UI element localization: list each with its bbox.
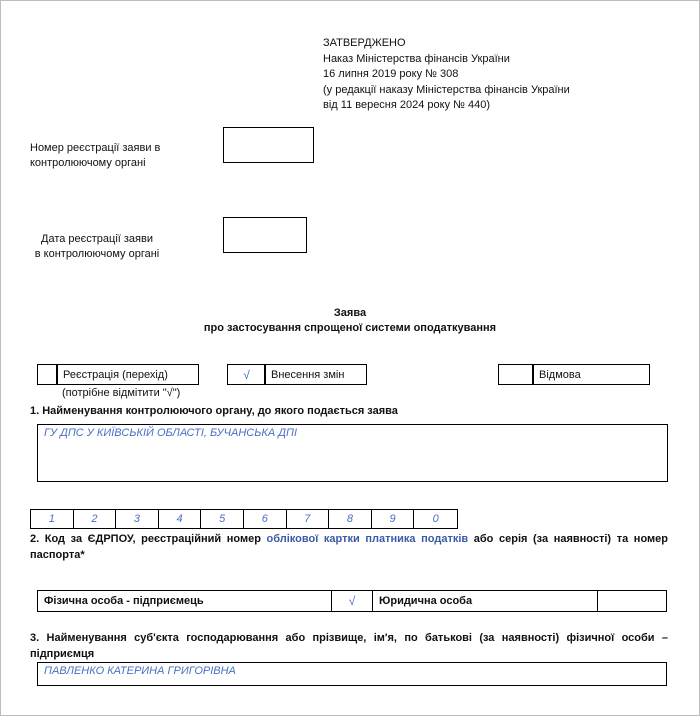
section2-heading-part1: 2. Код за ЄДРПОУ, реєстраційний номер (30, 533, 267, 545)
code-digit[interactable]: 2 (74, 510, 117, 528)
section1-value: ГУ ДПС У КИЇВСЬКІЙ ОБЛАСТІ, БУЧАНСЬКА ДПІ (44, 427, 298, 439)
section2-heading-part2: або серія (за наявності) та номер паспорта* (30, 533, 668, 561)
registration-date-label-line1: Дата реєстрації заяви (41, 233, 153, 245)
legal-entity-option: Юридична особа (373, 591, 598, 611)
entity-type-table (37, 590, 667, 612)
registration-option (56, 364, 199, 385)
section1-field[interactable] (37, 424, 668, 482)
changes-checkmark: √ (243, 367, 250, 382)
registration-number-field[interactable] (223, 127, 314, 163)
registration-date-label-line2: в контролюючому органі (34, 248, 160, 260)
changes-option (264, 364, 367, 385)
approval-line-2: Наказ Міністерства фінансів України (323, 52, 510, 65)
section3-field[interactable] (37, 662, 667, 686)
code-digit[interactable]: 7 (287, 510, 330, 528)
registration-date-field[interactable] (223, 217, 307, 253)
registration-option-label: Реєстрація (перехід) (63, 368, 168, 381)
registration-number-label (30, 141, 160, 171)
code-digit[interactable]: 4 (159, 510, 202, 528)
section1-heading: 1. Найменування контролюючого органу, до якого подається заява (30, 405, 398, 417)
code-digit[interactable]: 3 (116, 510, 159, 528)
refusal-checkbox[interactable] (498, 364, 534, 385)
changes-option-label: Внесення змін (271, 368, 345, 381)
approval-line-1: ЗАТВЕРДЖЕНО (323, 37, 406, 49)
form-subtitle: про застосування спрощеної системи оподаткування (203, 322, 497, 334)
refusal-option-label: Відмова (539, 368, 581, 381)
legal-entity-checkbox[interactable] (598, 591, 666, 611)
section3-value: ПАВЛЕНКО КАТЕРИНА ГРИГОРІВНА (44, 665, 236, 677)
approval-line-3: 16 липня 2019 року № 308 (323, 68, 459, 80)
code-digit[interactable]: 9 (372, 510, 415, 528)
individual-entrepreneur-option: Фізична особа - підприємець (38, 591, 332, 611)
approval-line-5: від 11 вересня 2024 року № 440) (323, 99, 491, 111)
registration-number-label-line2: контролюючому органі (30, 157, 146, 169)
approval-line-4: (у редакції наказу Міністерства фінансів України (323, 83, 570, 96)
changes-checkbox[interactable] (227, 364, 266, 385)
registration-checkbox[interactable] (37, 364, 58, 385)
code-digit[interactable]: 8 (329, 510, 372, 528)
code-digits-row (30, 509, 458, 529)
code-digit[interactable]: 1 (31, 510, 74, 528)
code-digit[interactable]: 0 (432, 513, 439, 525)
code-digit[interactable]: 5 (201, 510, 244, 528)
section3-heading: 3. Найменування суб'єкта господарювання або прізвище, ім'я, по батькові (за наявності) фізичної особи – підприємця (30, 632, 668, 660)
section2-heading (30, 531, 668, 563)
approval-stamp (323, 36, 570, 114)
mark-note: (потрібне відмітити "√") (62, 387, 181, 399)
refusal-option (532, 364, 650, 385)
section2-heading-highlight: облікової картки платника податків (266, 533, 469, 545)
individual-entrepreneur-checkbox[interactable]: √ (332, 591, 373, 611)
form-title: Заява (333, 307, 367, 319)
code-digit[interactable]: 6 (244, 510, 287, 528)
registration-date-label (30, 232, 164, 262)
registration-number-label-line1: Номер реєстрації заяви в (30, 142, 161, 154)
